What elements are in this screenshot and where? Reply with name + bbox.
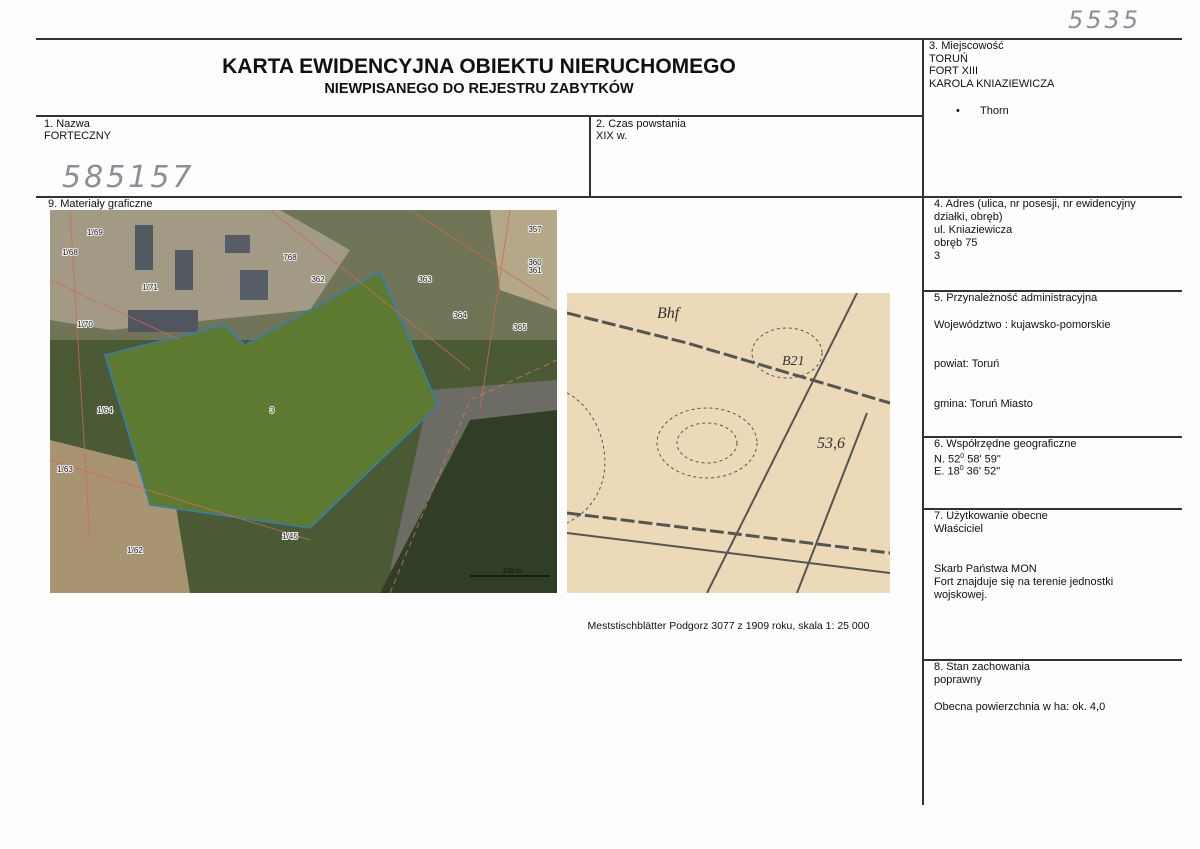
topo-label-b21: B21: [782, 354, 805, 369]
locality-line: FORT XIII: [929, 65, 979, 77]
parcel-label: 1/70: [77, 320, 93, 329]
owner-value: Skarb Państwa MON: [934, 563, 1037, 575]
scale-bar-label: 100 m: [502, 568, 522, 575]
parcel-label: 364: [453, 311, 467, 320]
usage-note: Fort znajduje się na terenie jednostki wojskowej.: [934, 576, 1114, 601]
topo-label-elevation: 53,6: [817, 435, 845, 452]
parcel-label: 3: [269, 406, 275, 415]
divider: [589, 115, 591, 196]
admin-county: powiat: Toruń: [934, 358, 1000, 370]
handwritten-registry-number: 585157: [62, 160, 195, 195]
parcel-label: 1/62: [127, 546, 143, 555]
parcel-label: 768: [283, 253, 297, 262]
area-value: Obecna powierzchnia w ha: ok. 4,0: [934, 701, 1106, 713]
parcel-label: 365: [513, 323, 527, 332]
period-value: XIX w.: [596, 130, 628, 142]
condition-value: poprawny: [934, 674, 982, 686]
aerial-photo: [50, 210, 557, 593]
coords-north: N. $52^0$ 58' 59": [934, 453, 1001, 466]
admin-voivodeship: Województwo : kujawsko-pomorskie: [934, 319, 1111, 331]
address-line: 3: [934, 250, 941, 262]
topo-label-station: Bhf: [657, 305, 680, 322]
name-label: 1. Nazwa: [44, 118, 90, 130]
graphics-label: 9. Materiały graficzne: [48, 198, 153, 210]
parcel-label: 1/71: [142, 283, 158, 292]
address-label: 4. Adres (ulica, nr posesji, nr ewidencyjny działki, obręb): [934, 198, 1136, 223]
owner-label: Właściciel: [934, 523, 983, 535]
parcel-label: 1/63: [57, 465, 73, 474]
page-title: KARTA EWIDENCYJNA OBIEKTU NIERUCHOMEGO: [222, 55, 736, 78]
divider: [922, 38, 924, 805]
admin-commune: gmina: Toruń Miasto: [934, 398, 1033, 410]
parcel-label: 357: [528, 225, 542, 234]
page-subtitle: NIEWPISANEGO DO REJESTRU ZABYTKÓW: [324, 81, 634, 97]
coords-east: E. $18^0$ 36' 52": [934, 465, 1001, 478]
coords-label: 6. Współrzędne geograficzne: [934, 438, 1077, 450]
parcel-label: 363: [418, 275, 432, 284]
parcel-label: 1/68: [62, 248, 78, 257]
locality-historic-name: Thorn: [980, 105, 1009, 117]
map-caption: Meststischblätter Podgorz 3077 z 1909 roku, skala 1: 25 000: [587, 620, 870, 632]
locality-label: 3. Miejscowość: [929, 40, 1004, 52]
admin-label: 5. Przynależność administracyjna: [934, 292, 1098, 304]
address-line: obręb 75: [934, 237, 978, 249]
parcel-label: 1/64: [97, 406, 113, 415]
handwritten-number: 5535: [1068, 6, 1142, 34]
parcel-label: 360: [528, 258, 542, 267]
parcel-label: 362: [311, 275, 325, 284]
bullet-icon: •: [956, 105, 960, 117]
usage-label: 7. Użytkowanie obecne: [934, 510, 1048, 522]
locality-line: KAROLA KNIAZIEWICZA: [929, 78, 1055, 90]
parcel-label: 1/45: [282, 532, 298, 541]
parcel-label: 361: [528, 266, 542, 275]
historic-topographic-map: [567, 293, 890, 593]
locality-line: TORUŃ: [929, 53, 968, 65]
period-label: 2. Czas powstania: [596, 118, 686, 130]
name-value: FORTECZNY: [44, 130, 112, 142]
parcel-label: 1/69: [87, 228, 103, 237]
divider: [36, 115, 922, 117]
divider: [36, 38, 1182, 40]
address-line: ul. Kniaziewicza: [934, 224, 1013, 236]
condition-label: 8. Stan zachowania: [934, 661, 1031, 673]
